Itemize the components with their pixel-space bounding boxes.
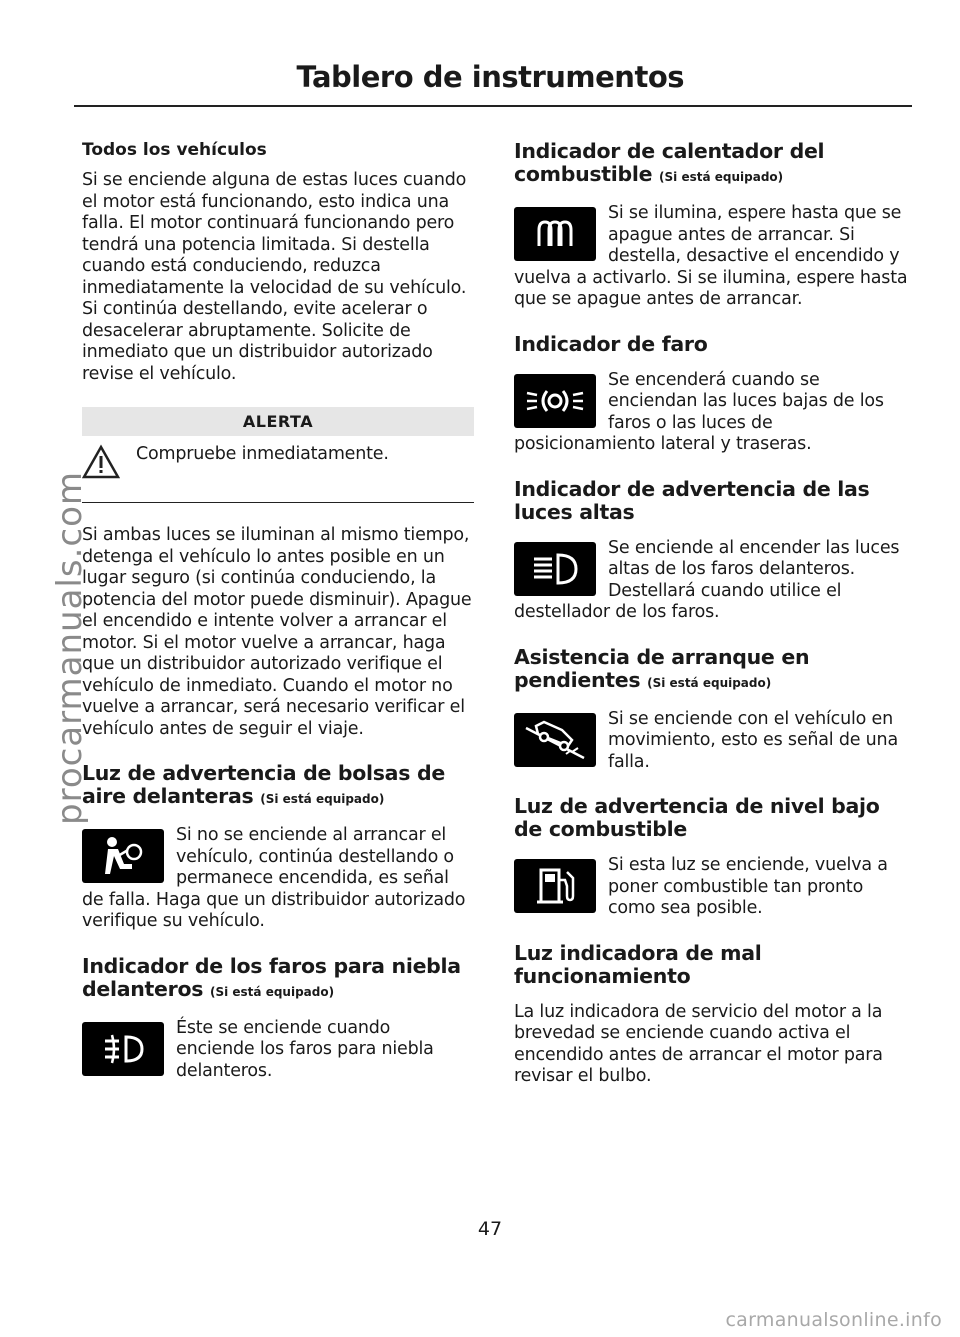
malfunction-heading: Luz indicadora de mal funcionamiento (514, 940, 762, 988)
fuel-heading: Luz de advertencia de nivel bajo de combustible (514, 794, 880, 841)
fuel-text: Si esta luz se enciende, vuelva a poner combustible tan pronto como sea posible. (608, 855, 888, 918)
hillstart-heading: Asistencia de arranque en pendientes (Si está equipado) (514, 644, 810, 692)
all-vehicles-heading: Todos los vehículos (82, 140, 267, 160)
headlamp-heading: Indicador de faro (514, 331, 708, 356)
fuel-section (514, 795, 909, 920)
fog-text: Éste se enciende cuando enciende los faros para niebla delanteros. (176, 1017, 434, 1081)
glow-heading: Indicador de calentador del combustible (Si está equipado) (514, 139, 825, 186)
headlamp-text: Se encenderá cuando se enciendan las luces bajas de los faros o las luces de posicionamiento lateral y traseras. (514, 369, 884, 454)
alert-text: Compruebe inmediatamente. (136, 444, 389, 464)
all-vehicles-text: Si se enciende alguna de estas luces cuando el motor está funcionando, esto indica una falla. El motor continuará funcionando pero tendrá una potencia limitada. Si destella cuando está conduciendo, reduzca inmediatamente la velocidad de su vehículo. Si continúa destellando, evite acelerar o desacelerar abruptamente. Solicite de inmediato que un distribuidor autorizado revise el vehículo. (82, 170, 467, 384)
page-number: 47 (477, 1218, 503, 1240)
fog-heading: Indicador de los faros para niebla delanteros (Si está equipado) (82, 953, 461, 1001)
right-column (514, 140, 909, 1088)
headlamp-section (514, 333, 909, 456)
fuel-pump-icon (514, 859, 596, 913)
side-lights-icon (514, 374, 596, 428)
high-beam-icon (514, 542, 596, 596)
glow-text: Si se ilumina, espere hasta que se apague antes de arrancar. Si destella, desactive el encendido y vuelva a activarlo. Si se ilumina, espere hasta que se apague antes de arrancar. (514, 203, 908, 309)
malfunction-section (514, 942, 909, 1088)
glow-plug-icon (514, 207, 596, 261)
fog-section (82, 955, 474, 1083)
airbag-heading: Luz de advertencia de bolsas de aire delanteras (Si está equipado) (82, 761, 445, 808)
bottom-watermark: carmanualsonline.info (725, 1309, 942, 1331)
alert-box (82, 407, 474, 503)
page-title: Tablero de instrumentos (296, 60, 684, 94)
airbag-section (82, 762, 474, 933)
airbag-text: Si no se enciende al arrancar el vehículo, continúa destellando o permanece encendida, es señal de falla. Haga que un distribuidor autorizado verifique su vehículo. (82, 825, 466, 931)
glow-section (514, 140, 909, 311)
hillstart-text: Si se enciende con el vehículo en movimiento, esto es señal de una falla. (608, 708, 898, 772)
header-rule (74, 105, 912, 107)
highbeam-section (514, 478, 909, 624)
left-column (82, 140, 474, 1082)
airbag-icon (82, 829, 164, 883)
hill-start-assist-icon (514, 713, 596, 767)
hillstart-section (514, 646, 909, 774)
highbeam-heading: Indicador de advertencia de las luces altas (514, 476, 870, 524)
alert-label: ALERTA (82, 407, 474, 436)
malfunction-text: La luz indicadora de servicio del motor a la brevedad se enciende cuando activa el encendido antes de arrancar el motor para revisar el bulbo. (514, 1001, 883, 1086)
side-watermark: procarmanuals.com (50, 471, 90, 825)
highbeam-text: Se enciende al encender las luces altas de los faros delanteros. Destellará cuando utilice el destellador de los faros. (514, 537, 900, 622)
both-lights-text: Si ambas luces se iluminan al mismo tiempo, detenga el vehículo lo antes posible en un lugar seguro (si continúa conduciendo, la potencia del motor puede disminuir). Apague el encendido e intente volver a arrancar el motor. Si el motor vuelve a arrancar, haga que un distribuidor autorizado verifique el vehículo de inmediato. Cuando el motor no vuelve a arrancar, será necesario verificar el vehículo antes de seguir el viaje. (82, 525, 472, 739)
front-fog-light-icon (82, 1022, 164, 1076)
